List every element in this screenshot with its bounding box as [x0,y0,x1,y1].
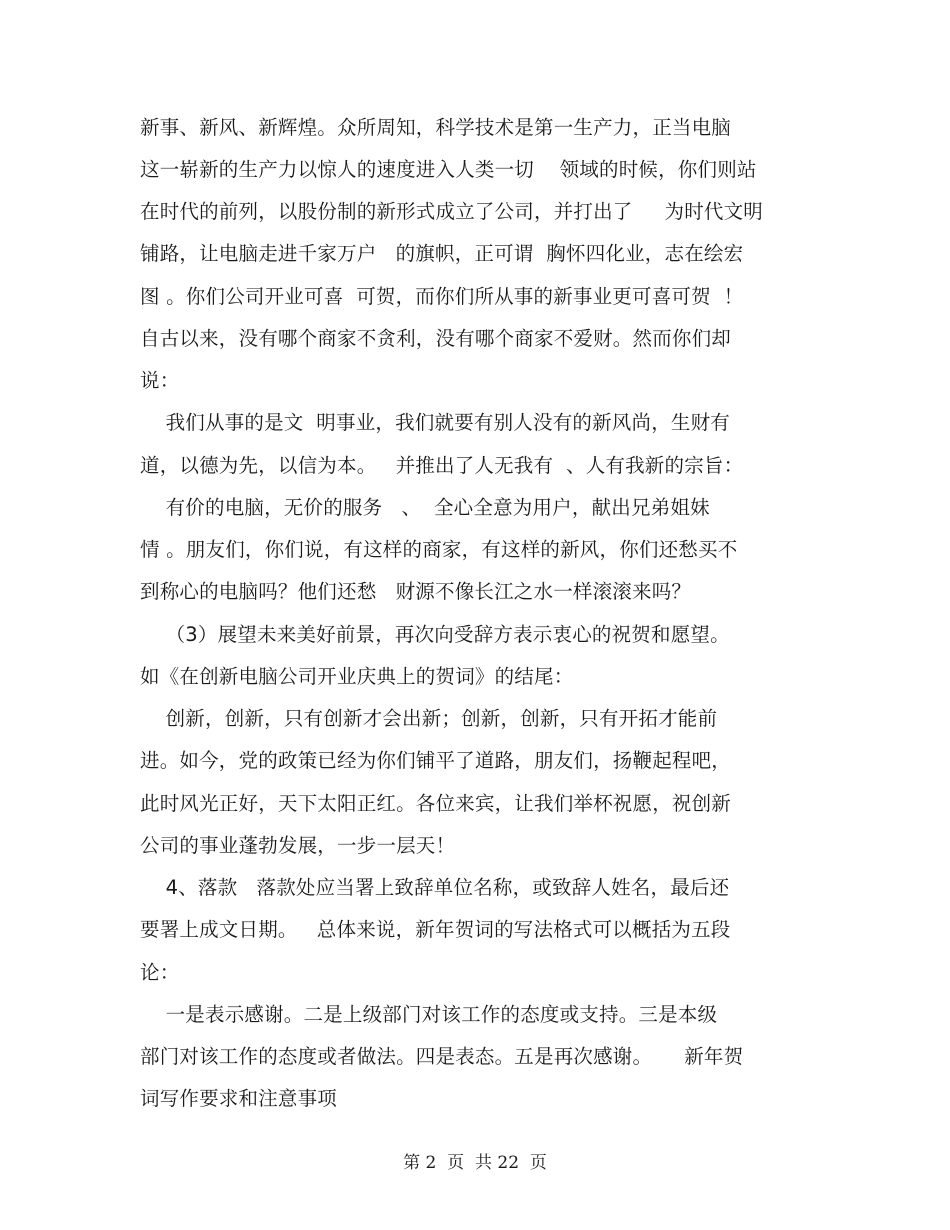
body-text-line: 说： [140,369,180,392]
body-text-line: 新事、新风、新辉煌。众所周知，科学技术是第一生产力，正当电脑 [140,116,732,139]
body-text-line: 铺路，让电脑走进千家万户 的旗帜，正可谓 胸怀四化业，志在绘宏 [140,242,744,265]
body-text-line: 我们从事的是文 明事业，我们就要有别人没有的新风尚，生财有 [140,411,730,434]
body-text-line: 在时代的前列，以股份制的新形式成立了公司，并打出了 为时代文明 [140,200,763,223]
body-text-line: 这一崭新的生产力以惊人的速度进入人类一切 领域的时候，你们则站 [140,158,757,181]
body-text-line: 进。如今，党的政策已经为你们铺平了道路，朋友们，扬鞭起程吧， [140,749,732,772]
body-text-line: 情 。朋友们，你们说，有这样的商家，有这样的新风，你们还愁买不 [140,538,738,561]
body-text-line: 论： [140,961,180,984]
body-text-line: 公司的事业蓬勃发展，一步一层天！ [140,834,456,857]
body-text-line: 到称心的电脑吗？他们还愁 财源不像长江之水一样滚滚来吗？ [140,580,692,603]
body-text-line: 图 。你们公司开业可喜 可贺，而你们所从事的新事业更可喜可贺 ！ [140,285,744,308]
body-text-line: 4、落款 落款处应当署上致辞单位名称，或致辞人姓名，最后还 [140,876,730,899]
body-text-line: （3）展望未来美好前景，再次向受辞方表示衷心的祝贺和愿望。 [140,623,730,646]
body-text-line: 此时风光正好，天下太阳正红。各位来宾，让我们举杯祝愿，祝创新 [140,792,732,815]
body-text-line: 自古以来，没有哪个商家不贪利，没有哪个商家不爱财。然而你们却 [140,327,732,350]
body-text-line: 部门对该工作的态度或者做法。四是表态。五是再次感谢。 新年贺 [140,1045,744,1068]
page-number-footer: 第 2 页 共 22 页 [403,1153,547,1173]
body-text-line: 一是表示感谢。二是上级部门对该工作的态度或支持。三是本级 [140,1003,718,1026]
body-text-line: 有价的电脑，无价的服务 、 全心全意为用户，献出兄弟姐妹 [140,496,710,519]
body-text-line: 词写作要求和注意事项 [140,1087,338,1110]
body-text-line: 创新，创新，只有创新才会出新；创新，创新，只有开拓才能前 [140,707,718,730]
body-text-line: 如《在创新电脑公司开业庆典上的贺词》的结尾： [140,665,574,688]
body-text-line: 道，以德为先，以信为本。 并推出了人无我有 、人有我新的宗旨： [140,454,744,477]
body-text-line: 要署上成文日期。 总体来说，新年贺词的写法格式可以概括为五段 [140,918,731,941]
